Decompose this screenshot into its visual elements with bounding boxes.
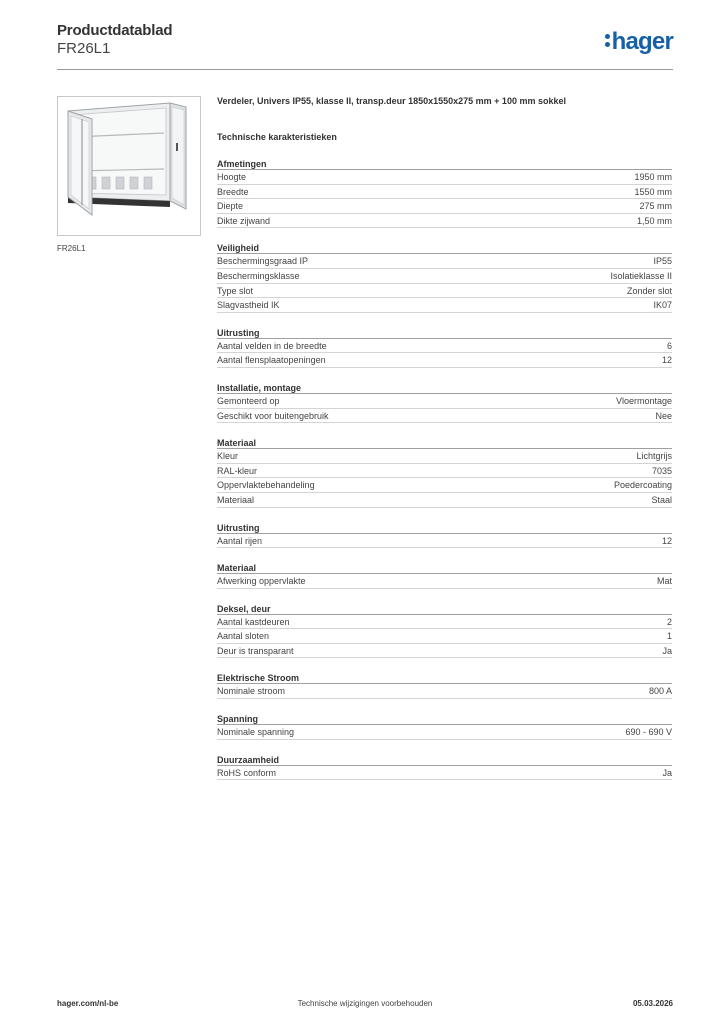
spec-row [217,449,672,464]
spec-label: Diepte [217,201,244,212]
technical-characteristics-heading: Technische karakteristieken [217,132,337,142]
spec-section [217,672,672,699]
spec-value: Nee [655,410,672,421]
spec-section [217,522,672,549]
spec-label: Aantal sloten [217,631,270,642]
spec-label: Aantal flensplaatopeningen [217,355,326,366]
spec-label: Type slot [217,285,254,296]
spec-value: 800 A [648,686,672,697]
spec-label: Nominale stroom [217,686,286,697]
spec-section [217,754,672,781]
spec-label: Kleur [217,451,239,462]
spec-value: Staal [651,494,672,505]
section-title: Elektrische Stroom [217,672,672,684]
spec-value: 1 [666,631,672,642]
spec-sections [217,158,672,780]
spec-value: 275 mm [639,201,672,212]
spec-label: Beschermingsklasse [217,270,300,281]
spec-row [217,199,672,214]
spec-label: Beschermingsgraad IP [217,256,309,267]
cabinet-product-icon [58,97,200,235]
hager-logo [605,30,673,54]
spec-value: IK07 [653,300,672,311]
image-caption: FR26L1 [57,244,86,253]
spec-label: Dikte zijwand [217,215,271,226]
spec-row [217,269,672,284]
spec-row [217,339,672,354]
spec-row [217,644,672,659]
spec-value: 1,50 mm [636,215,672,226]
spec-section [217,158,672,228]
spec-row [217,464,672,479]
spec-value: 7035 [651,465,672,476]
spec-label: Gemonteerd op [217,395,280,406]
spec-value: Zonder slot [626,285,672,296]
spec-label: Afwerking oppervlakte [217,576,306,587]
spec-row [217,298,672,313]
section-title: Uitrusting [217,327,672,339]
spec-row [217,394,672,409]
spec-row [217,615,672,630]
spec-label: Aantal kastdeuren [217,616,290,627]
spec-label: Oppervlaktebehandeling [217,480,315,491]
section-title: Uitrusting [217,522,672,534]
spec-row [217,254,672,269]
section-title: Spanning [217,713,672,725]
spec-section [217,437,672,507]
product-description: Verdeler, Univers IP55, klasse II, transp.deur 1850x1550x275 mm + 100 mm sokkel [217,96,566,106]
logo-dots-icon [605,32,611,48]
product-code: FR26L1 [57,40,111,57]
spec-section [217,382,672,423]
spec-row [217,574,672,589]
spec-row [217,170,672,185]
spec-row [217,409,672,424]
spec-section [217,562,672,589]
section-title: Duurzaamheid [217,754,672,766]
footer-disclaimer: Technische wijzigingen voorbehouden [297,999,433,1008]
page-footer [57,999,673,1011]
page-header [57,22,673,70]
spec-value: 1550 mm [634,186,672,197]
spec-label: Aantal velden in de breedte [217,340,327,351]
section-title: Veiligheid [217,242,672,254]
spec-label: Hoogte [217,172,247,182]
spec-row [217,725,672,740]
spec-label: Slagvastheid IK [217,300,280,311]
spec-label: RAL-kleur [217,465,258,476]
spec-row [217,185,672,200]
spec-row [217,766,672,781]
footer-date: 05.03.2026 [632,999,673,1008]
spec-value: IP55 [653,256,672,267]
spec-value: Vloermontage [615,395,672,406]
section-title: Installatie, montage [217,382,672,394]
section-title: Afmetingen [217,158,672,170]
spec-value: 1950 mm [634,172,672,182]
section-title: Materiaal [217,562,672,574]
product-image [57,96,201,236]
spec-value: 6 [666,340,672,351]
spec-section [217,242,672,312]
spec-value: 2 [666,616,672,627]
spec-label: RoHS conform [217,767,277,778]
spec-row [217,478,672,493]
footer-website: hager.com/nl-be [57,999,119,1008]
spec-value: Lichtgrijs [636,451,672,462]
section-title: Deksel, deur [217,603,672,615]
spec-row [217,629,672,644]
spec-row [217,534,672,549]
spec-row [217,214,672,229]
spec-label: Materiaal [217,494,255,505]
spec-row [217,493,672,508]
logo-text: hager [611,28,673,55]
spec-label: Aantal rijen [217,535,263,546]
spec-value: Ja [662,767,672,778]
spec-section [217,327,672,368]
section-title: Materiaal [217,437,672,449]
spec-value: Poedercoating [613,480,672,491]
spec-label: Breedte [217,186,249,197]
spec-value: 12 [661,355,672,366]
spec-value: 690 - 690 V [625,727,672,738]
spec-value: Mat [656,576,672,587]
spec-row [217,353,672,368]
spec-label: Deur is transparant [217,645,294,656]
spec-label: Geschikt voor buitengebruik [217,410,329,421]
spec-value: Ja [662,645,672,656]
spec-value: Isolatieklasse II [610,270,672,281]
spec-value: 12 [661,535,672,546]
spec-row [217,684,672,699]
spec-label: Nominale spanning [217,727,295,738]
spec-section [217,603,672,659]
document-title: Productdatablad [57,22,173,39]
spec-row [217,284,672,299]
spec-section [217,713,672,740]
spec-content [217,96,672,780]
